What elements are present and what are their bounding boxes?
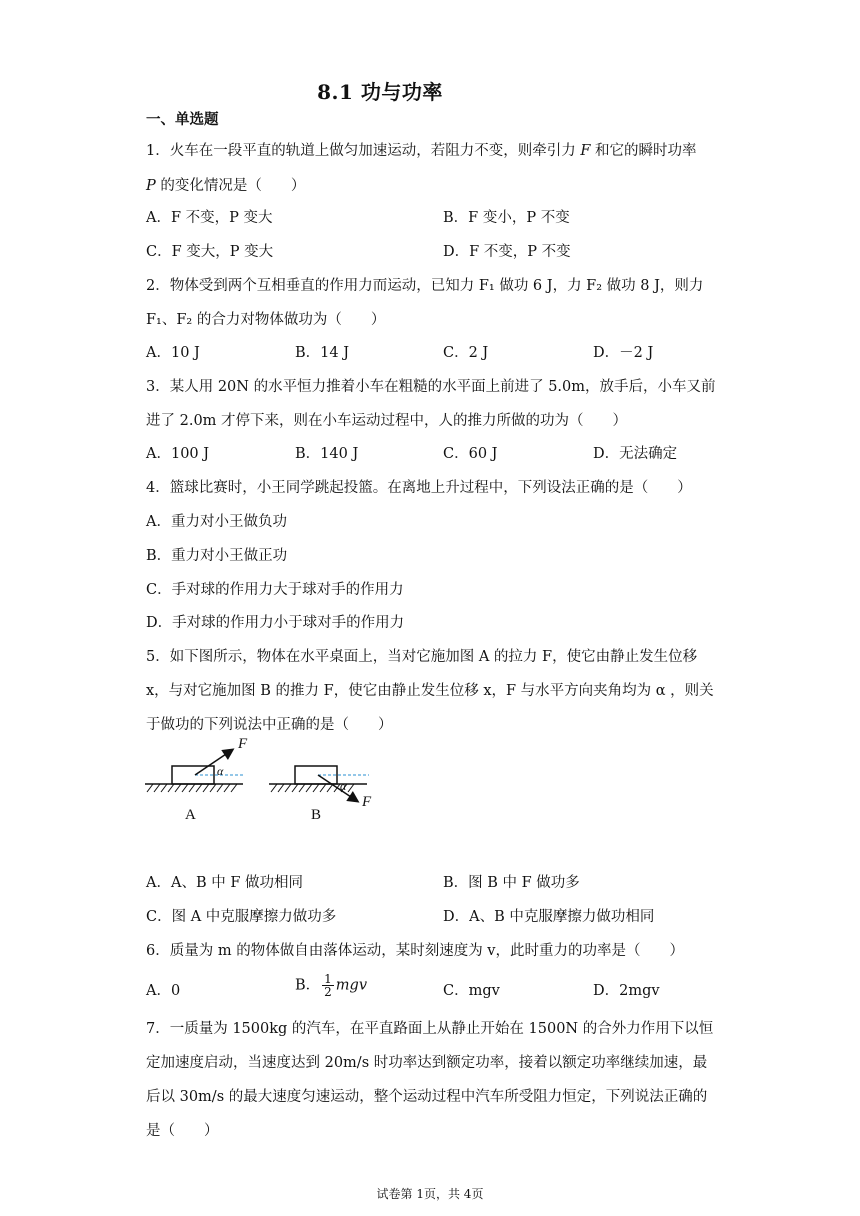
- fraction-denominator: 2: [324, 985, 332, 999]
- q1-stem-line1: [146, 141, 726, 161]
- q7-stem-line2: 定加速度启动，当速度达到 20m/s 时功率达到额定功率，接着以额定功率继续加速，最: [146, 1055, 708, 1071]
- figure-a: [145, 750, 243, 792]
- q5-option-c: C．图 A 中克服摩擦力做功多: [146, 909, 337, 925]
- fig-a-alpha-label: α: [217, 764, 224, 778]
- q1-text-a: 1．火车在一段平直的轨道上做匀加速运动，若阻力不变，则牵引力: [146, 143, 581, 159]
- q4-option-d: D．手对球的作用力小于球对手的作用力: [146, 615, 405, 631]
- q1-var-f: F: [580, 143, 591, 159]
- q2-stem-line2: F₁、F₂ 的合力对物体做功为（ ）: [146, 312, 386, 328]
- q1-text-b: 和它的瞬时功率: [590, 143, 697, 159]
- q3-stem-line2: 进了 2.0m 才停下来，则在小车运动过程中，人的推力所做的功为（ ）: [146, 413, 628, 429]
- q6-option-b-prefix: B．: [295, 977, 321, 994]
- q5-diagram-svg: [143, 738, 383, 828]
- q1-option-b: B．F 变小，P 不变: [443, 210, 570, 226]
- q2-stem-line1: 2．物体受到两个互相垂直的作用力而运动，已知力 F₁ 做功 6 J，力 F₂ 做功 8 J，则力: [146, 278, 704, 294]
- figure-b: [269, 766, 369, 801]
- q3-option-d: D．无法确定: [593, 446, 678, 462]
- q5-option-d: D．A、B 中克服摩擦力做功相同: [443, 909, 655, 925]
- q4-option-b: B．重力对小王做正功: [146, 548, 288, 564]
- q2-option-d: D．－2 J: [593, 345, 654, 361]
- q2-option-c: C．2 J: [443, 345, 489, 361]
- q5-stem-line2: x，与对它施加图 B 的推力 F，使它由静止发生位移 x，F 与水平方向夹角均为 α ，则关: [146, 683, 714, 699]
- fraction-numerator: 1: [324, 972, 332, 986]
- q4-option-c: C．手对球的作用力大于球对手的作用力: [146, 582, 404, 598]
- q1-option-c: C．F 变大，P 变大: [146, 244, 274, 260]
- q3-option-b: B．140 J: [295, 446, 359, 462]
- q6-stem-line1: 6．质量为 m 的物体做自由落体运动，某时刻速度为 v，此时重力的功率是（ ）: [146, 943, 684, 959]
- q5-stem-line3: 于做功的下列说法中正确的是（ ）: [146, 717, 393, 733]
- q4-option-a: A．重力对小王做负功: [146, 514, 287, 530]
- q3-stem-line1: 3．某人用 20N 的水平恒力推着小车在粗糙的水平面上前进了 5.0m，放手后，小车又前: [146, 379, 716, 395]
- q4-stem-line1: 4．篮球比赛时，小王同学跳起投篮。在离地上升过程中，下列设法正确的是（ ）: [146, 480, 692, 496]
- fig-b-label: B: [311, 807, 322, 823]
- fig-a-force-label: F: [238, 736, 248, 752]
- q3-option-c: C．60 J: [443, 446, 498, 462]
- ground-hatch-a: [147, 784, 237, 792]
- fig-b-alpha-label: α: [340, 779, 347, 793]
- q5-force-diagram: [143, 738, 383, 832]
- q1-option-d: D．F 不变，P 不变: [443, 244, 571, 260]
- q1-option-a: A．F 不变，P 变大: [146, 210, 273, 226]
- q1-text-c: 的变化情况是（ ）: [155, 178, 306, 194]
- section-heading: 一、单选题: [146, 111, 219, 128]
- q6-option-b: [295, 973, 367, 998]
- half-fraction: [322, 973, 334, 998]
- page-footer: 试卷第 1页，共 4页: [376, 1187, 484, 1201]
- q1-var-p: P: [146, 178, 156, 194]
- q2-option-b: B．14 J: [295, 345, 350, 361]
- q2-option-a: A．10 J: [146, 345, 200, 361]
- q6-option-c: C．mgv: [443, 983, 500, 999]
- fig-a-label: A: [185, 807, 196, 823]
- q6-option-d: D．2mgv: [593, 983, 660, 999]
- q5-stem-line1: 5．如下图所示，物体在水平桌面上，当对它施加图 A 的拉力 F，使它由静止发生位移: [146, 649, 698, 665]
- page-title: 8.1 功与功率: [317, 80, 443, 104]
- q6-option-a: A．0: [146, 983, 181, 999]
- q6-option-b-expr: mgv: [335, 977, 368, 994]
- q1-stem-line2: [146, 176, 726, 196]
- q5-option-b: B．图 B 中 F 做功多: [443, 875, 580, 891]
- q3-option-a: A．100 J: [146, 446, 210, 462]
- q5-option-a: A．A、B 中 F 做功相同: [146, 875, 303, 891]
- q7-stem-line4: 是（ ）: [146, 1123, 219, 1139]
- q7-stem-line1: 7．一质量为 1500kg 的汽车，在平直路面上从静止开始在 1500N 的合外力作用下以恒: [146, 1021, 714, 1037]
- fig-b-force-label: F: [362, 794, 372, 810]
- q7-stem-line3: 后以 30m/s 的最大速度匀速运动，整个运动过程中汽车所受阻力恒定，下列说法正确的: [146, 1089, 708, 1105]
